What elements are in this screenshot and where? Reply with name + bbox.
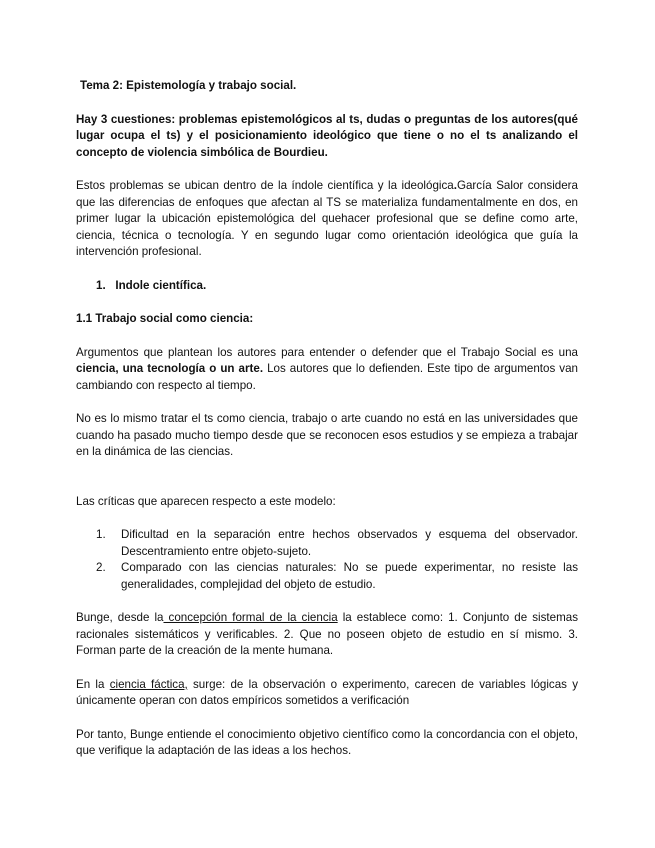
paragraph-conclusion: Por tanto, Bunge entiende el conocimiento objetivo científico como la concordancia con el objeto, que verifique la adaptación de las ideas a los hechos. <box>76 727 578 757</box>
list-item <box>96 527 578 560</box>
paragraph-indole-text-2: García Salor considera que las diferencias de enfoques que afectan al TS se materializa fundamentalmente en dos, en primer lugar la ubicación epistemológica del quehacer profesional que se define como arte, ciencia, técnica o tecnología. Y en segundo lugar como orientación ideológica que guía la intervención profesional. <box>76 179 578 258</box>
paragraph-criticas-intro: Las críticas que aparecen respecto a este modelo: <box>76 494 336 508</box>
paragraph-indole <box>76 178 578 261</box>
section-heading-1-text: Indole científica. <box>115 278 207 292</box>
paragraph-indole-bold-dot: . <box>453 179 457 192</box>
paragraph-argumentos <box>76 345 578 395</box>
document-page <box>76 78 578 777</box>
paragraph-argumentos-bold: ciencia, una tecnología o un arte. <box>76 362 264 375</box>
paragraph-ciencia-factica <box>76 677 578 710</box>
paragraph-bunge-text-2: la establece como: 1. Conjunto de sistemas racionales sistemáticos y verificables. 2. Que no poseen objeto de estudio en sí mismo. 3. Forman parte de la creación de la mente humana. <box>76 611 578 657</box>
list-item-number: 2. <box>96 561 106 574</box>
concepcion-formal-link[interactable]: concepción formal de la ciencia <box>163 611 338 624</box>
list-item-text: Dificultad en la separación entre hechos observados y esquema del observador. Descentramiento entre objeto-sujeto. <box>121 528 578 558</box>
paragraph-bunge-text-1: Bunge, desde la <box>76 611 164 624</box>
list-item-number: 1. <box>96 528 106 541</box>
paragraph-argumentos-text-2: Los autores que lo defienden. Este tipo de argumentos van cambiando con respecto al tiempo. <box>76 362 578 392</box>
paragraph-argumentos-text-1: Argumentos que plantean los autores para entender o defender que el Trabajo Social es una <box>76 345 578 359</box>
paragraph-no-es-lo-mismo: No es lo mismo tratar el ts como ciencia, trabajo o arte cuando no está en las universidades que cuando ha pasado mucho tiempo desde que se reconocen esos estudios y se empieza a trabajar en la dinámica de las ciencias. <box>76 412 578 458</box>
section-heading-1-number: 1. <box>96 278 106 292</box>
paragraph-ciencia-factica-text-2: surge: de la observación o experimento, carecen de variables lógicas y únicamente operan con datos empíricos sometidos a verificación <box>76 677 578 707</box>
list-item-text: Comparado con las ciencias naturales: No se puede experimentar, no resiste las generalidades, complejidad del objeto de estudio. <box>121 561 578 591</box>
section-heading-1 <box>96 278 578 295</box>
criticas-list <box>76 527 578 593</box>
ciencia-factica-link[interactable]: ciencia fáctica, <box>109 677 188 691</box>
intro-paragraph: Hay 3 cuestiones: problemas epistemológicos al ts, dudas o preguntas de los autores(qué lugar ocupa el ts) y el posicionamiento ideológico que tiene o no el ts analizando el concepto de violencia simbólica de Bourdieu. <box>76 112 578 159</box>
paragraph-ciencia-factica-text-1: En la <box>76 677 110 691</box>
section-heading-1-1: 1.1 Trabajo social como ciencia: <box>76 312 254 325</box>
paragraph-indole-text-1: Estos problemas se ubican dentro de la índole científica y la ideológica <box>76 179 454 192</box>
list-item <box>96 560 578 593</box>
document-title: Tema 2: Epistemología y trabajo social. <box>80 79 297 92</box>
paragraph-bunge <box>76 610 578 660</box>
